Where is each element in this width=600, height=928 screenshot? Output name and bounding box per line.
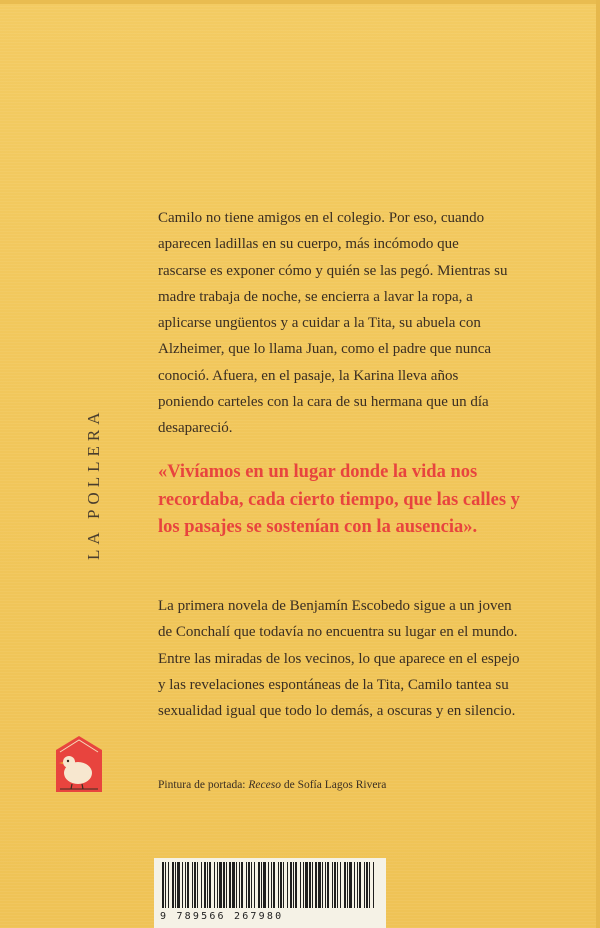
barcode-bar xyxy=(322,862,323,908)
barcode-bar xyxy=(197,862,198,908)
barcode-bar xyxy=(364,862,365,908)
barcode-bar xyxy=(209,862,211,908)
barcode-bar xyxy=(271,862,272,908)
barcode-bar xyxy=(354,862,355,908)
barcode-bar xyxy=(248,862,250,908)
synopsis-block xyxy=(158,205,508,442)
barcode-bar xyxy=(312,862,313,908)
barcode-bar xyxy=(337,862,338,908)
barcode-bar xyxy=(187,862,189,908)
barcode-bar xyxy=(287,862,288,908)
barcode-bar xyxy=(223,862,225,908)
publisher-name: LA POLLERA xyxy=(84,407,103,560)
barcode-bar xyxy=(201,862,202,908)
barcode-bar xyxy=(290,862,292,908)
barcode-bar xyxy=(340,862,341,908)
barcode-bar xyxy=(273,862,275,908)
barcode-bar xyxy=(258,862,260,908)
barcode-bar xyxy=(325,862,326,908)
barcode-bar xyxy=(344,862,346,908)
barcode-bar xyxy=(175,862,176,908)
barcode-bar xyxy=(303,862,304,908)
barcode-bar xyxy=(219,862,222,908)
synopsis-paragraph-2: La primera novela de Benjamín Escobedo sigue a un joven de Conchalí que todavía no encuentra su lugar en el mundo. Entre las miradas de los vecinos, lo que aparece en el espejo y las revelaciones espontáneas de la Tita, Camilo tantea su sexualidad igual que todo lo demás, a oscuras y en silencio. xyxy=(158,598,520,720)
barcode-bar xyxy=(366,862,368,908)
barcode-bar xyxy=(162,862,164,908)
barcode-bar xyxy=(369,862,370,908)
credit-suffix: de Sofía Lagos Rivera xyxy=(280,779,387,791)
barcode-bar xyxy=(293,862,294,908)
barcode-bar xyxy=(349,862,352,908)
cover-top-edge xyxy=(0,0,600,4)
barcode-bar xyxy=(359,862,361,908)
barcode-bar xyxy=(217,862,218,908)
barcode-bar xyxy=(373,862,374,908)
pull-quote: «Vivíamos en un lugar donde la vida nos recordaba, cada cierto tiempo, que las calles y los pasajes se sostenían con la ausencia». xyxy=(158,462,520,537)
barcode-bar xyxy=(172,862,174,908)
barcode-bar xyxy=(357,862,358,908)
barcode-bar xyxy=(278,862,279,908)
barcode-bar xyxy=(236,862,237,908)
barcode-bar xyxy=(182,862,183,908)
cover-right-edge xyxy=(596,0,600,928)
barcode-bar xyxy=(305,862,308,908)
barcode-bar xyxy=(204,862,206,908)
barcode-bar xyxy=(232,862,235,908)
synopsis-paragraph-1: Camilo no tiene amigos en el colegio. Por eso, cuando aparecen ladillas en su cuerpo, más incómodo que rascarse es exponer cómo y quién se las pegó. Mientras su madre trabaja de noche, se encierra a lavar la ropa, a aplicarse ungüentos y a cuidar a la Tita, su abuela con Alzheimer, que lo llama Juan, como el padre que nunca conoció. Afuera, en el pasaje, la Karina lleva años poniendo carteles con la cara de su hermana que un día desapareció. xyxy=(158,210,508,437)
barcode-bar xyxy=(168,862,169,908)
barcode-bar xyxy=(251,862,252,908)
barcode-bar xyxy=(207,862,208,908)
barcode-bar xyxy=(194,862,196,908)
publisher-logo-icon xyxy=(54,734,104,794)
barcode-bar xyxy=(226,862,227,908)
synopsis-block-2 xyxy=(158,593,528,724)
barcode-bar xyxy=(239,862,240,908)
barcode-bar xyxy=(315,862,317,908)
barcode-bar xyxy=(185,862,186,908)
barcode-bar xyxy=(295,862,297,908)
barcode-bar xyxy=(192,862,193,908)
credit-prefix: Pintura de portada: xyxy=(158,779,249,791)
barcode-bar xyxy=(268,862,269,908)
barcode-bar xyxy=(165,862,166,908)
barcode-bar xyxy=(246,862,247,908)
credit-title: Receso xyxy=(248,779,281,791)
barcode-bar xyxy=(283,862,284,908)
barcode-bar xyxy=(309,862,311,908)
barcode-bar xyxy=(263,862,266,908)
cover-credit xyxy=(158,779,386,791)
barcode-bar xyxy=(332,862,333,908)
barcode-bar xyxy=(241,862,243,908)
barcode-bar xyxy=(327,862,329,908)
barcode-bar xyxy=(261,862,262,908)
barcode-bar xyxy=(300,862,301,908)
barcode-bar xyxy=(254,862,255,908)
barcode-bar xyxy=(177,862,180,908)
isbn-number: 9 789566 267980 xyxy=(160,911,284,922)
barcode-bar xyxy=(347,862,348,908)
barcode-bar xyxy=(280,862,282,908)
barcode-bar xyxy=(229,862,231,908)
barcode-bar xyxy=(334,862,336,908)
barcode xyxy=(154,858,386,928)
barcode-bar xyxy=(214,862,215,908)
barcode-bar xyxy=(318,862,321,908)
barcode-bars xyxy=(160,862,380,910)
